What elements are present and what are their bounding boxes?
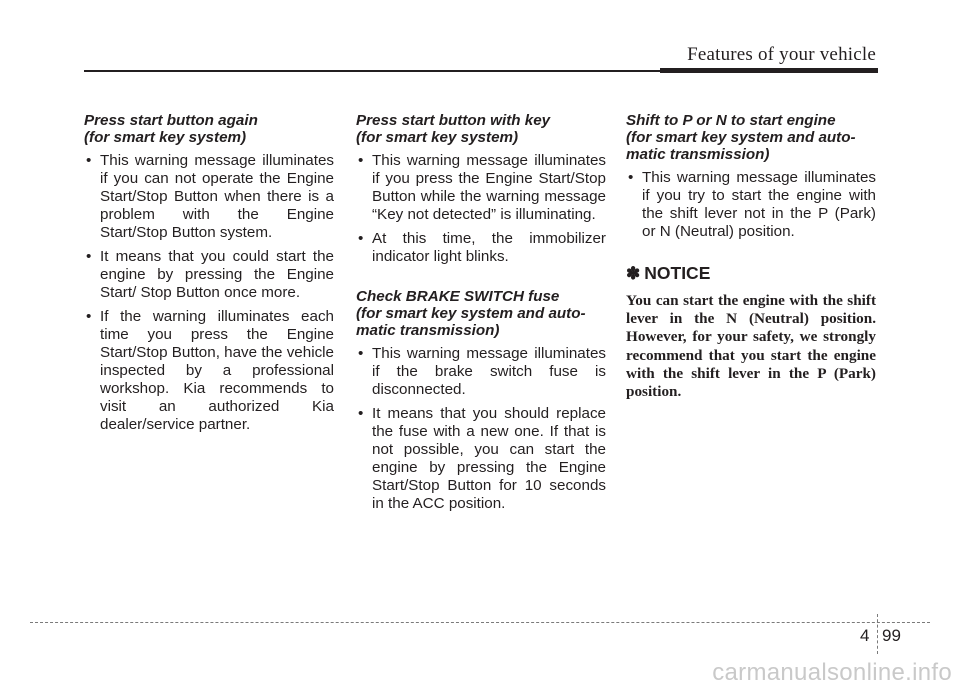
column-2 [356,112,606,535]
notice-title [626,263,876,284]
section-heading [626,112,876,163]
bullet-list [84,152,334,434]
column-1 [84,112,334,456]
section-heading [356,112,606,146]
heading-line: Shift to P or N to start engine [626,112,836,129]
notice-body: You can start the engine with the shift lever in the N (Neutral) position. However, for your safety, we strongly recommend that you start the engine with the shift lever in the P (Park) position. [626,292,876,401]
heading-line: Press start button with key [356,112,551,129]
section-heading [356,288,606,339]
section-heading [84,112,334,146]
heading-line: Check BRAKE SWITCH fuse [356,288,560,305]
heading-line: (for smart key system) [356,129,519,146]
heading-line: matic transmission) [626,146,770,163]
heading-line: (for smart key system and auto- [356,305,586,322]
watermark: carmanualsonline.info [712,659,952,686]
footer-rule [30,622,930,623]
heading-line: (for smart key system and auto- [626,129,856,146]
bullet-list [356,345,606,513]
bullet-item: • It means that you could start the engine by pressing the Engine Start/ Stop Button once more. [84,248,334,302]
bullet-item: • If the warning illuminates each time you press the Engine Start/Stop Button, have the vehicle inspected by a professional workshop. Kia recommends to visit an authorized Kia dealer/service partner. [84,308,334,434]
header-rule-thick [660,68,878,73]
bullet-item: • This warning message illuminates if you can not operate the Engine Start/Stop Button when there is a problem with the Engine Start/Stop Button system. [84,152,334,242]
bullet-item: • This warning message illuminates if you try to start the engine with the shift lever not in the P (Park) or N (Neutral) position. [626,169,876,241]
bullet-item: • At this time, the immobilizer indicator light blinks. [356,230,606,266]
heading-line: matic transmission) [356,322,500,339]
bullet-list [626,169,876,241]
header-title: Features of your vehicle [687,44,876,65]
column-3 [626,112,876,401]
chapter-number: 4 [860,626,870,645]
notice-label: NOTICE [644,263,711,283]
page-number-divider [877,614,878,654]
page-number: 99 [882,626,901,645]
notice-asterisk-icon: ✽ [626,263,641,283]
bullet-item: • This warning message illuminates if you press the Engine Start/Stop Button while the warning message “Key not detected” is illuminating. [356,152,606,224]
heading-line: Press start button again [84,112,258,129]
bullet-item: • This warning message illuminates if the brake switch fuse is disconnected. [356,345,606,399]
heading-line: (for smart key system) [84,129,247,146]
header-rule-thin [84,70,662,72]
bullet-item: • It means that you should replace the fuse with a new one. If that is not possible, you can start the engine by pressing the Engine Start/Stop Button for 10 seconds in the ACC position. [356,405,606,513]
bullet-list [356,152,606,266]
